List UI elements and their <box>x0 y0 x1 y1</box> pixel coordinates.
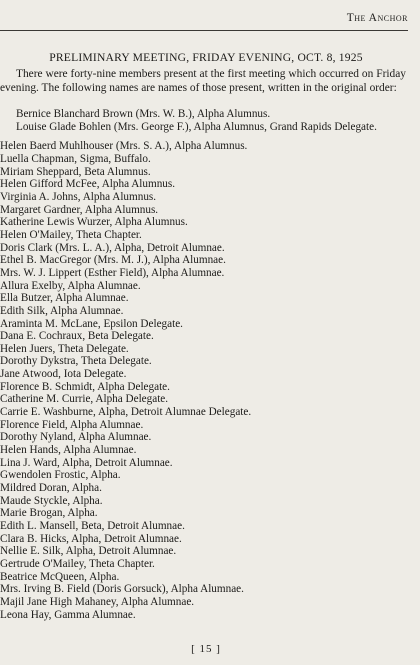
list-item: Luella Chapman, Sigma, Buffalo. <box>0 152 151 165</box>
page-number: [ 15 ] <box>191 643 221 655</box>
list-item: Allura Exelby, Alpha Alumnae. <box>0 279 141 292</box>
list-item: Dorothy Nyland, Alpha Alumnae. <box>0 431 152 444</box>
list-item: Helen Baerd Muhlhouser (Mrs. S. A.), Alpha Alumnus. <box>0 140 248 153</box>
list-item: Ethel B. MacGregor (Mrs. M. J.), Alpha Alumnae. <box>0 254 226 267</box>
attendee-list-main <box>0 140 406 621</box>
list-item: Nellie E. Silk, Alpha, Detroit Alumnae. <box>0 545 177 558</box>
header-rule <box>0 30 408 31</box>
list-item: Louise Glade Bohlen (Mrs. George F.), Alpha Alumnus, Grand Rapids Delegate. <box>16 120 377 133</box>
list-item: Helen Gifford McFee, Alpha Alumnus. <box>0 178 176 191</box>
list-item: Katherine Lewis Wurzer, Alpha Alumnus. <box>0 216 188 229</box>
list-item: Dana E. Cochraux, Beta Delegate. <box>0 330 154 343</box>
list-item: Dorothy Dykstra, Theta Delegate. <box>0 355 152 368</box>
running-head: The Anchor <box>346 12 408 24</box>
list-item: Florence Field, Alpha Alumnae. <box>0 418 144 431</box>
list-item: Florence B. Schmidt, Alpha Delegate. <box>0 380 170 393</box>
list-item: Marie Brogan, Alpha. <box>0 507 98 520</box>
list-item: Beatrice McQueen, Alpha. <box>0 570 120 583</box>
list-item: Maude Styckle, Alpha. <box>0 494 103 507</box>
list-item: Bernice Blanchard Brown (Mrs. W. B.), Alpha Alumnus. <box>16 108 271 120</box>
list-item: Edith Silk, Alpha Alumnae. <box>0 304 124 317</box>
intro-paragraph: There were forty-nine members present at the first meeting which occurred on Friday evening. The following names are names of those present, written in the original order: <box>0 68 406 94</box>
list-item: Carrie E. Washburne, Alpha, Detroit Alumnae Delegate. <box>0 406 252 419</box>
list-item: Helen Juers, Theta Delegate. <box>0 342 129 355</box>
list-item: Ella Butzer, Alpha Alumnae. <box>0 292 129 305</box>
list-item: Mildred Doran, Alpha. <box>0 482 102 495</box>
list-item: Mrs. Irving B. Field (Doris Gorsuck), Alpha Alumnae. <box>0 583 244 596</box>
attendee-list <box>0 108 406 621</box>
list-item: Doris Clark (Mrs. L. A.), Alpha, Detroit Alumnae. <box>0 241 225 254</box>
list-item: Helen O'Mailey, Theta Chapter. <box>0 228 142 241</box>
list-item: Mrs. W. J. Lippert (Esther Field), Alpha Alumnae. <box>0 266 225 279</box>
list-item: Lina J. Ward, Alpha, Detroit Alumnae. <box>0 456 173 469</box>
list-item: Helen Hands, Alpha Alumnae. <box>0 444 137 457</box>
list-item: Gwendolen Frostic, Alpha. <box>0 469 121 482</box>
section-heading: PRELIMINARY MEETING, FRIDAY EVENING, OCT. 8, 1925 <box>49 51 363 64</box>
list-item: Araminta M. McLane, Epsilon Delegate. <box>0 317 183 330</box>
list-item: Leona Hay, Gamma Alumnae. <box>0 608 136 621</box>
list-item: Virginia A. Johns, Alpha Alumnus. <box>0 190 157 203</box>
list-item: Miriam Sheppard, Beta Alumnus. <box>0 165 151 178</box>
list-item: Margaret Gardner, Alpha Alumnus. <box>0 203 159 216</box>
list-item: Majil Jane High Mahaney, Alpha Alumnae. <box>0 595 195 608</box>
list-item: Clara B. Hicks, Alpha, Detroit Alumnae. <box>0 532 182 545</box>
list-item: Gertrude O'Mailey, Theta Chapter. <box>0 557 155 570</box>
list-item: Jane Atwood, Iota Delegate. <box>0 368 127 381</box>
list-item: Catherine M. Currie, Alpha Delegate. <box>0 393 169 406</box>
list-item: Edith L. Mansell, Beta, Detroit Alumnae. <box>0 520 185 532</box>
